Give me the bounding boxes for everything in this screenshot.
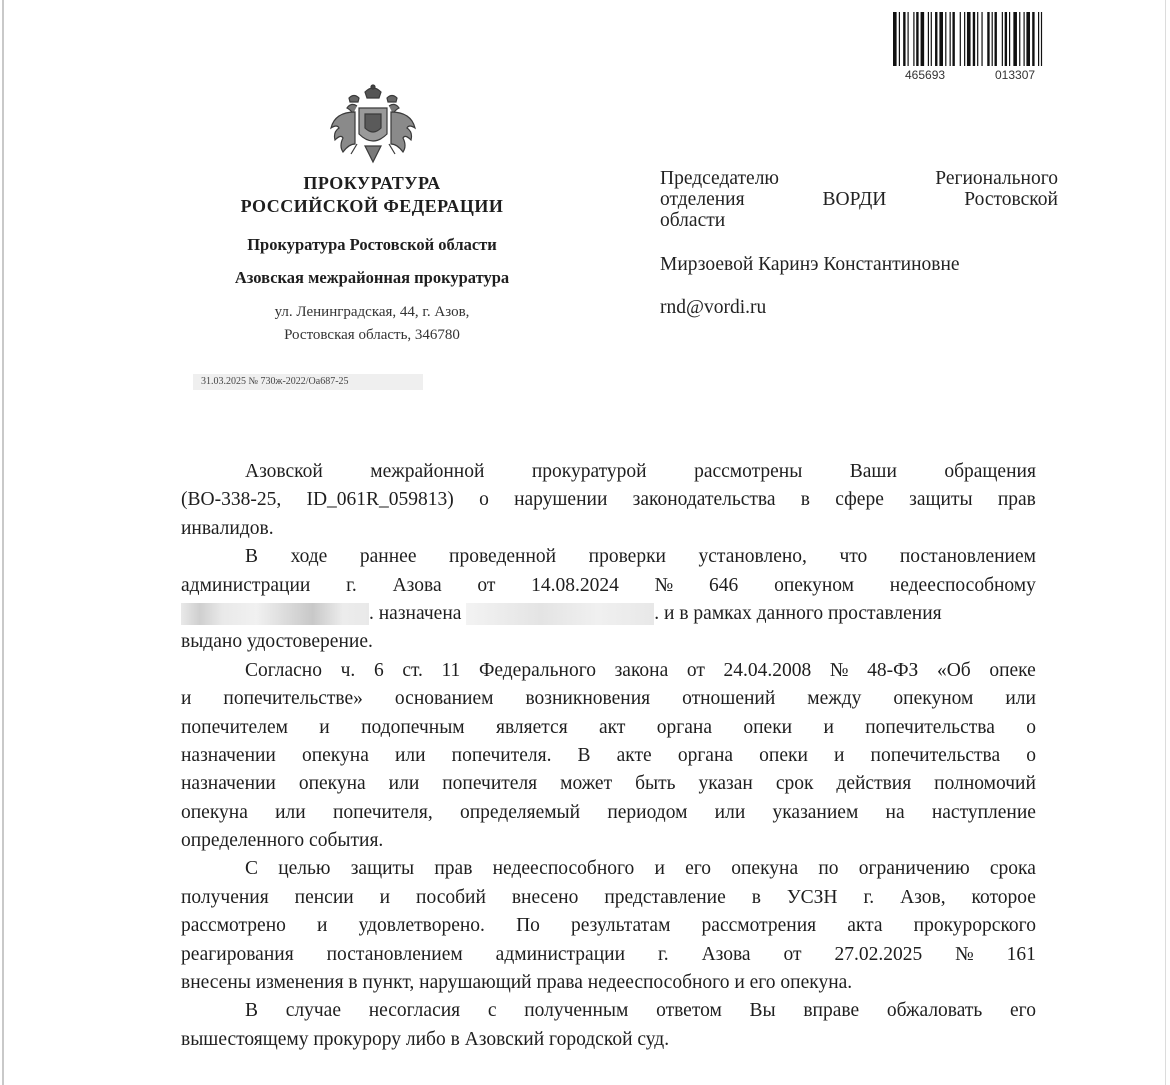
body-word: акте	[616, 744, 652, 766]
paragraph-3-line	[181, 685, 1036, 713]
body-word: законодательства	[632, 489, 776, 511]
body-word: постановлением	[899, 546, 1036, 568]
body-word: Азова	[392, 574, 442, 596]
body-word: В	[245, 546, 259, 568]
body-word: проведенной	[449, 546, 557, 568]
body-word: о	[1026, 744, 1036, 766]
body-word: ограничению	[858, 858, 970, 880]
body-text: определенного события.	[181, 830, 384, 852]
addressee-title-line3: области	[660, 210, 726, 231]
body-word: о	[479, 489, 489, 511]
body-word: г.	[863, 886, 875, 908]
body-word: 161	[1006, 943, 1036, 965]
body-word: пенсии	[294, 886, 354, 908]
body-word: и	[834, 744, 845, 766]
body-word: попечительства	[870, 744, 1001, 766]
paragraph-4-line	[181, 969, 1036, 997]
body-word: и	[181, 688, 192, 710]
body-word: №	[654, 574, 674, 596]
body-word: 48-ФЗ	[867, 659, 919, 681]
body-word: его	[685, 858, 712, 880]
addressee-email: rnd@vordi.ru	[660, 297, 767, 318]
body-word: ч.	[340, 659, 356, 681]
barcode-bar	[981, 12, 982, 66]
registration-number: 31.03.2025 № 730ж-2022/Оа687-25	[193, 374, 423, 390]
body-word: рассмотрено	[181, 915, 286, 937]
body-word: опеки	[759, 744, 808, 766]
page-edge-left	[2, 0, 4, 1085]
barcode-bar	[973, 12, 975, 66]
body-word: вправе	[803, 1000, 860, 1022]
barcode-bar	[1032, 12, 1034, 66]
body-word: прав	[434, 858, 473, 880]
body-word: с	[487, 1000, 497, 1022]
body-word: опеки	[743, 716, 793, 738]
body-word: администрации	[181, 574, 311, 596]
body-word: недееспособному	[889, 574, 1036, 596]
body-word: указан	[698, 773, 753, 795]
body-word: полномочий	[934, 773, 1036, 795]
body-text: внесены изменения в пункт, нарушающий права недееспособного и его опекуна.	[181, 972, 853, 994]
addressee-title-word: ВОРДИ	[822, 189, 887, 210]
body-word: целью	[278, 858, 331, 880]
paragraph-3-line	[181, 742, 1036, 770]
org-local-office: Азовская межрайонная прокуратура	[234, 268, 510, 287]
body-word: и	[654, 858, 665, 880]
body-word: (ВО-338-25,	[181, 489, 282, 511]
body-word: В	[577, 744, 591, 766]
barcode-bar	[1024, 12, 1025, 66]
body-word: 24.04.2008	[723, 659, 812, 681]
body-word: попечителя	[442, 773, 538, 795]
body-word: 14.08.2024	[531, 574, 619, 596]
body-word: назначении	[181, 773, 276, 795]
paragraph-3-line	[181, 827, 1036, 855]
org-name-line1: ПРОКУРАТУРА	[303, 173, 441, 193]
body-word: что	[839, 546, 868, 568]
page-edge-right	[1165, 0, 1166, 1085]
addressee-title-word: Председателю	[660, 168, 779, 189]
body-word: недееспособного	[492, 858, 635, 880]
body-word: прокуратурой	[531, 461, 647, 482]
body-word: №	[955, 943, 974, 965]
body-word: В	[245, 1000, 259, 1022]
barcode-bar	[960, 12, 961, 66]
body-word: в	[800, 489, 811, 511]
paragraph-4-line	[181, 855, 1036, 883]
body-word: №	[829, 659, 849, 681]
body-word: и	[379, 886, 391, 908]
body-word: наступление	[931, 801, 1036, 823]
barcode-bars	[889, 12, 1073, 68]
body-word: или	[275, 801, 306, 823]
body-word: ходе	[290, 546, 328, 568]
addressee-title	[660, 168, 1058, 231]
body-word: срок	[775, 773, 814, 795]
body-word: и	[823, 716, 834, 738]
body-text: . назначена	[369, 602, 467, 624]
body-word: опекуна	[181, 801, 248, 823]
body-word: сфере	[835, 489, 884, 511]
body-word: или	[714, 801, 746, 823]
body-word: защиты	[909, 489, 973, 511]
paragraph-2-line	[181, 628, 1036, 656]
paragraph-5-line	[181, 997, 1036, 1025]
addressee-title-line2	[660, 189, 1058, 210]
body-word: определяемый	[459, 801, 581, 823]
body-word: по	[818, 858, 839, 880]
paragraph-1-line	[181, 486, 1036, 514]
body-word: пособий	[416, 886, 486, 908]
body-word: Ваши	[849, 461, 897, 482]
barcode-bar	[893, 12, 897, 66]
paragraph-1-line	[181, 458, 1036, 486]
body-word: от	[686, 659, 705, 681]
body-word: 6	[373, 659, 384, 681]
paragraph-3-line	[181, 799, 1036, 827]
body-word: основанием	[394, 688, 494, 710]
org-regional-office: Прокуратура Ростовской области	[247, 235, 497, 254]
addressee-title-line1	[660, 168, 1058, 189]
barcode-bar	[908, 12, 909, 66]
body-word: реагирования	[181, 943, 294, 965]
paragraph-2-line	[181, 572, 1036, 600]
addressee-title-word: Регионального	[935, 168, 1058, 189]
paragraph-3-line	[181, 714, 1036, 742]
body-word: рассмотрены	[694, 461, 803, 482]
paragraph-1-line	[181, 515, 1036, 543]
body-word: его	[1010, 1000, 1036, 1022]
redacted-guardian-block	[466, 603, 654, 625]
letter-body	[181, 458, 1036, 1054]
body-word: установлено,	[698, 546, 807, 568]
body-word: акт	[599, 716, 626, 738]
body-word: проверки	[588, 546, 666, 568]
body-word: возникновения	[525, 688, 651, 710]
body-word: администрации	[495, 943, 626, 965]
body-word: на	[885, 801, 905, 823]
body-word: Азов,	[900, 886, 946, 908]
barcode-bar	[899, 12, 900, 66]
body-text: выдано удостоверение.	[181, 631, 373, 653]
barcode-bar	[950, 12, 951, 66]
barcode-bar	[1013, 12, 1017, 66]
body-word: внесено	[511, 886, 579, 908]
body-word: результатам	[571, 915, 671, 937]
body-word: обжаловать	[886, 1000, 983, 1022]
russian-coat-of-arms-icon	[327, 84, 419, 166]
body-word: полученным	[524, 1000, 629, 1022]
body-word: органа	[677, 744, 734, 766]
body-word: удовлетворено.	[358, 915, 485, 937]
barcode-bar	[952, 12, 954, 66]
paragraph-3-line	[181, 657, 1036, 685]
barcode-bar	[1019, 12, 1020, 66]
barcode-bar	[995, 12, 997, 66]
paragraph-4-line	[181, 884, 1036, 912]
address-line2: Ростовская область, 346780	[284, 327, 460, 343]
body-word: прав	[997, 489, 1036, 511]
body-word: Азовской	[245, 461, 323, 482]
barcode-right-number: 013307	[995, 68, 1036, 82]
body-word: г.	[657, 943, 669, 965]
body-text: инвалидов.	[181, 517, 274, 539]
body-word: получения	[181, 886, 269, 908]
body-word: постановлением	[326, 943, 463, 965]
barcode-bar	[1002, 12, 1003, 66]
body-word: несогласия	[368, 1000, 461, 1022]
body-word: периодом	[607, 801, 688, 823]
body-word: закона	[614, 659, 669, 681]
barcode-bar	[992, 12, 993, 66]
body-word: отношений	[682, 688, 776, 710]
body-word: Федерального	[478, 659, 596, 681]
body-word: опеке	[989, 659, 1036, 681]
body-word: «Об	[936, 659, 971, 681]
body-word: о	[1026, 716, 1036, 738]
body-word: от	[783, 943, 802, 965]
barcode-bar	[987, 12, 989, 66]
paragraph-2-line	[181, 543, 1036, 571]
body-word: Азова	[701, 943, 751, 965]
barcode-bar	[1041, 12, 1042, 66]
body-word: межрайонной	[370, 461, 485, 482]
barcode-bar	[939, 12, 943, 66]
body-word: ответом	[656, 1000, 722, 1022]
paragraph-4-line	[181, 912, 1036, 940]
body-word: от	[477, 574, 496, 596]
body-word: По	[516, 915, 540, 937]
paragraph-4-line	[181, 941, 1036, 969]
body-word: может	[560, 773, 613, 795]
body-text: вышестоящему прокурору либо в Азовский городской суд.	[181, 1028, 670, 1050]
body-word: указанием	[772, 801, 859, 823]
body-word: или	[394, 744, 426, 766]
body-word: попечительства	[865, 716, 995, 738]
barcode-bar	[964, 12, 965, 66]
barcode-bar	[1009, 12, 1010, 66]
addressee-title-word: Ростовской	[964, 189, 1058, 210]
body-word: и	[319, 716, 330, 738]
body-word: защиты	[350, 858, 415, 880]
body-word: или	[1005, 688, 1036, 710]
body-word: обращения	[944, 461, 1036, 482]
body-word: 11	[441, 659, 461, 681]
body-word: которое	[971, 886, 1036, 908]
body-word: УСЗН	[786, 886, 838, 908]
body-word: срока	[989, 858, 1036, 880]
barcode-bar	[903, 12, 905, 66]
barcode-bar	[1026, 12, 1030, 66]
addressee-name: Мирзоевой Каринэ Константиновне	[660, 254, 960, 275]
body-word: рассмотрения	[701, 915, 817, 937]
barcode-bar	[916, 12, 918, 66]
barcode-bar	[1005, 12, 1007, 66]
body-word: представление	[604, 886, 726, 908]
body-word: попечительстве»	[223, 688, 363, 710]
body-word: подопечным	[361, 716, 465, 738]
body-word: опекуна	[301, 744, 369, 766]
body-word: органа	[656, 716, 713, 738]
body-word: действия	[836, 773, 912, 795]
body-word: С	[245, 858, 259, 880]
barcode-left-number: 465693	[905, 68, 946, 82]
body-word: попечителя,	[332, 801, 433, 823]
body-word: в	[751, 886, 761, 908]
barcode-bar	[945, 12, 946, 66]
barcode-bar	[1038, 12, 1039, 66]
body-word: опекуна	[298, 773, 366, 795]
body-word: Согласно	[245, 659, 322, 681]
body-word: опекуном	[774, 574, 855, 596]
body-word: является	[496, 716, 568, 738]
body-word: прокурорского	[913, 915, 1036, 937]
body-word: г.	[346, 574, 357, 596]
body-word: 646	[709, 574, 739, 596]
barcode-bar	[967, 12, 971, 66]
body-word: или	[388, 773, 420, 795]
body-word: раннее	[359, 546, 417, 568]
body-word: 27.02.2025	[834, 943, 923, 965]
body-text: . и в рамках данного проставления	[654, 602, 942, 624]
barcode-bar	[931, 12, 932, 66]
paragraph-2-line	[181, 600, 1036, 628]
redacted-name-block	[181, 603, 369, 625]
address-line1: ул. Ленинградская, 44, г. Азов,	[274, 304, 470, 320]
body-word: Вы	[749, 1000, 776, 1022]
body-word: между	[807, 688, 862, 710]
body-word: опекуна	[731, 858, 799, 880]
body-word: ст.	[402, 659, 423, 681]
barcode-bar	[935, 12, 937, 66]
body-word: попечителем	[181, 716, 288, 738]
barcode-bar	[913, 12, 914, 66]
body-word: случае	[285, 1000, 341, 1022]
barcode-bar	[928, 12, 929, 66]
body-word: опекуном	[893, 688, 974, 710]
body-word: акта	[847, 915, 883, 937]
body-word: и	[317, 915, 328, 937]
paragraph-5-line	[181, 1026, 1036, 1054]
barcode-bar	[977, 12, 978, 66]
body-word: ID_061R_059813)	[306, 489, 454, 511]
paragraph-3-line	[181, 770, 1036, 798]
barcode-bar	[921, 12, 925, 66]
body-word: попечителя.	[451, 744, 552, 766]
addressee-title-word: отделения	[660, 189, 745, 210]
org-name-line2: РОССИЙСКОЙ ФЕДЕРАЦИИ	[240, 196, 504, 216]
body-word: назначении	[181, 744, 276, 766]
body-word: нарушении	[514, 489, 608, 511]
body-word: быть	[635, 773, 676, 795]
